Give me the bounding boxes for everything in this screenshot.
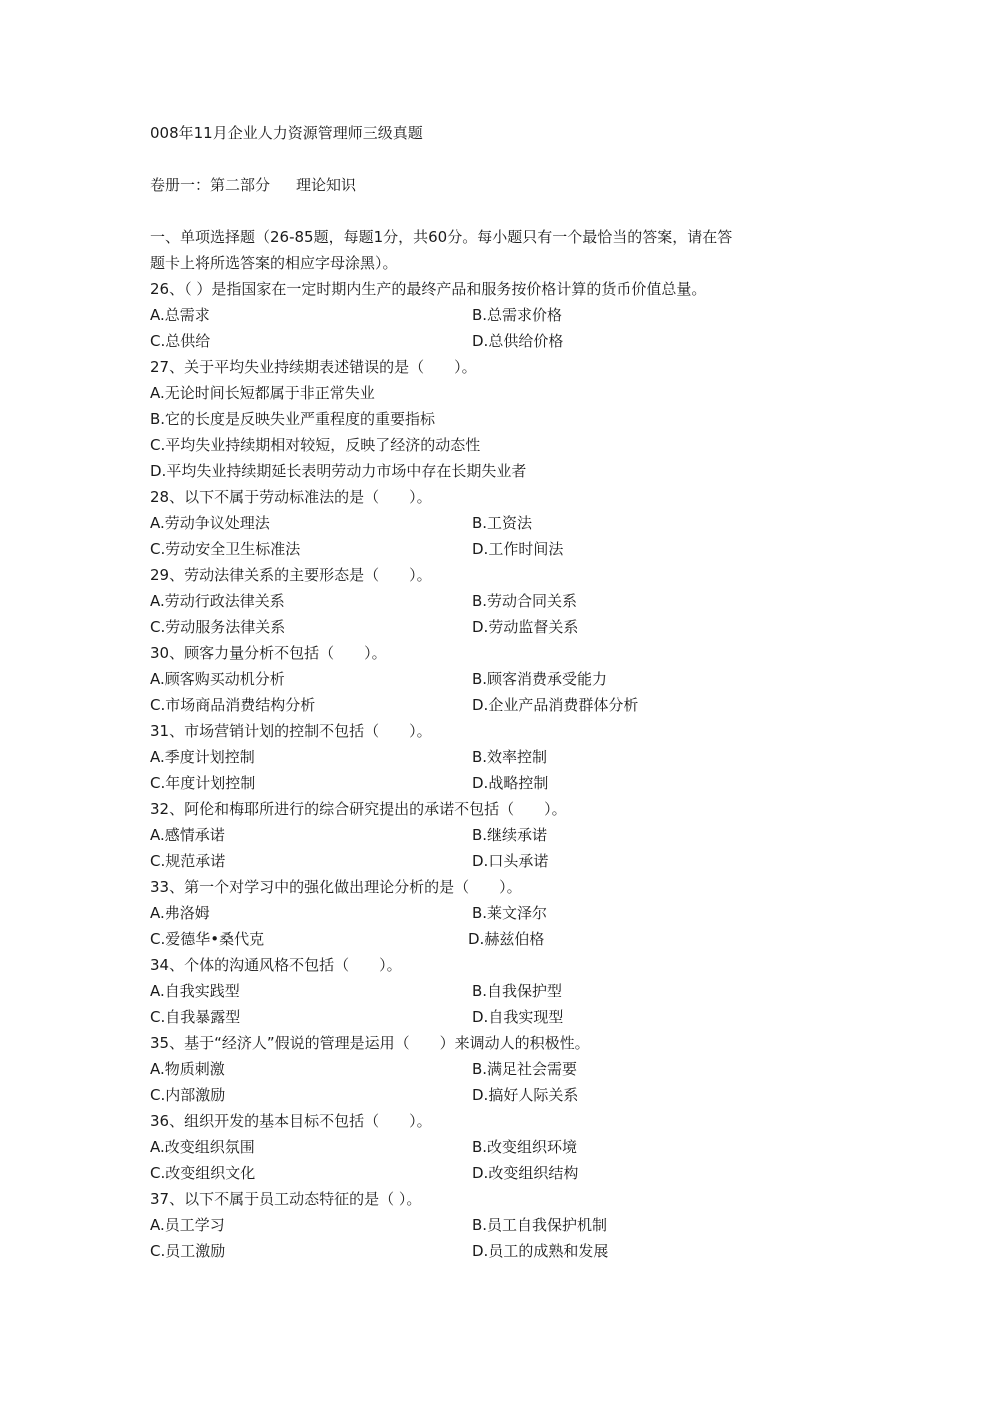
answer-option: D.改变组织结构 bbox=[472, 1164, 579, 1182]
volume-subject: 理论知识 bbox=[296, 176, 357, 194]
answer-option: D.口头承诺 bbox=[472, 852, 549, 870]
answer-option: C.年度计划控制 bbox=[150, 774, 256, 792]
answer-option: A.自我实践型 bbox=[150, 982, 240, 1000]
volume-heading bbox=[150, 175, 356, 195]
answer-option: B.莱文泽尔 bbox=[472, 904, 548, 922]
answer-option: D.平均失业持续期延长表明劳动力市场中存在长期失业者 bbox=[150, 462, 527, 480]
question-stem: 26、（ ）是指国家在一定时期内生产的最终产品和服务按价格计算的货币价值总量。 bbox=[150, 280, 707, 298]
section-instruction-line-1: 一、单项选择题（26-85题，每题1分，共60分。每小题只有一个最恰当的答案，请在答 bbox=[150, 228, 733, 246]
section-instruction-line-2: 题卡上将所选答案的相应字母涂黑）。 bbox=[150, 254, 398, 272]
question-stem: 33、第一个对学习中的强化做出理论分析的是（ ）。 bbox=[150, 878, 522, 896]
answer-option: C.内部激励 bbox=[150, 1086, 226, 1104]
answer-option: C.员工激励 bbox=[150, 1242, 226, 1260]
answer-option: A.无论时间长短都属于非正常失业 bbox=[150, 384, 375, 402]
question-stem: 34、个体的沟通风格不包括（ ）。 bbox=[150, 956, 402, 974]
answer-option: D.搞好人际关系 bbox=[472, 1086, 579, 1104]
answer-option: D.劳动监督关系 bbox=[472, 618, 579, 636]
question-stem: 27、关于平均失业持续期表述错误的是（ ）。 bbox=[150, 358, 477, 376]
question-stem: 28、以下不属于劳动标准法的是（ ）。 bbox=[150, 488, 432, 506]
answer-option: B.劳动合同关系 bbox=[472, 592, 578, 610]
answer-option: D.企业产品消费群体分析 bbox=[472, 696, 639, 714]
answer-option: A.总需求 bbox=[150, 306, 210, 324]
answer-option: B.它的长度是反映失业严重程度的重要指标 bbox=[150, 410, 436, 428]
answer-option: C.改变组织文化 bbox=[150, 1164, 256, 1182]
answer-option: A.劳动行政法律关系 bbox=[150, 592, 285, 610]
answer-option: D.总供给价格 bbox=[472, 332, 564, 350]
answer-option: B.员工自我保护机制 bbox=[472, 1216, 608, 1234]
answer-option: A.季度计划控制 bbox=[150, 748, 255, 766]
answer-option: A.劳动争议处理法 bbox=[150, 514, 270, 532]
answer-option: D.赫兹伯格 bbox=[468, 930, 545, 948]
answer-option: C.市场商品消费结构分析 bbox=[150, 696, 316, 714]
answer-option: A.物质刺激 bbox=[150, 1060, 225, 1078]
answer-option: B.总需求价格 bbox=[472, 306, 563, 324]
question-stem: 35、基于“经济人”假说的管理是运用（ ）来调动人的积极性。 bbox=[150, 1034, 590, 1052]
answer-option: B.顾客消费承受能力 bbox=[472, 670, 608, 688]
volume-part: 卷册一：第二部分 bbox=[150, 176, 271, 194]
answer-option: D.员工的成熟和发展 bbox=[472, 1242, 609, 1260]
answer-option: B.效率控制 bbox=[472, 748, 548, 766]
answer-option: A.改变组织氛围 bbox=[150, 1138, 255, 1156]
answer-option: C.劳动服务法律关系 bbox=[150, 618, 286, 636]
answer-option: C.平均失业持续期相对较短，反映了经济的动态性 bbox=[150, 436, 481, 454]
answer-option: D.工作时间法 bbox=[472, 540, 564, 558]
answer-option: A.弗洛姆 bbox=[150, 904, 210, 922]
answer-option: A.感情承诺 bbox=[150, 826, 225, 844]
answer-option: B.继续承诺 bbox=[472, 826, 548, 844]
answer-option: B.满足社会需要 bbox=[472, 1060, 578, 1078]
answer-option: B.工资法 bbox=[472, 514, 533, 532]
answer-option: C.爱德华•桑代克 bbox=[150, 930, 265, 948]
answer-option: D.战略控制 bbox=[472, 774, 549, 792]
answer-option: C.劳动安全卫生标准法 bbox=[150, 540, 301, 558]
question-stem: 36、组织开发的基本目标不包括（ ）。 bbox=[150, 1112, 432, 1130]
answer-option: D.自我实现型 bbox=[472, 1008, 564, 1026]
document-title: 008年11月企业人力资源管理师三级真题 bbox=[150, 124, 423, 142]
answer-option: B.改变组织环境 bbox=[472, 1138, 578, 1156]
question-stem: 31、市场营销计划的控制不包括（ ）。 bbox=[150, 722, 432, 740]
answer-option: B.自我保护型 bbox=[472, 982, 563, 1000]
question-stem: 32、阿伦和梅耶所进行的综合研究提出的承诺不包括（ ）。 bbox=[150, 800, 567, 818]
question-stem: 37、以下不属于员工动态特征的是（ ）。 bbox=[150, 1190, 422, 1208]
question-stem: 29、劳动法律关系的主要形态是（ ）。 bbox=[150, 566, 432, 584]
answer-option: A.员工学习 bbox=[150, 1216, 225, 1234]
answer-option: C.总供给 bbox=[150, 332, 211, 350]
answer-option: A.顾客购买动机分析 bbox=[150, 670, 285, 688]
answer-option: C.自我暴露型 bbox=[150, 1008, 241, 1026]
answer-option: C.规范承诺 bbox=[150, 852, 226, 870]
question-stem: 30、顾客力量分析不包括（ ）。 bbox=[150, 644, 387, 662]
